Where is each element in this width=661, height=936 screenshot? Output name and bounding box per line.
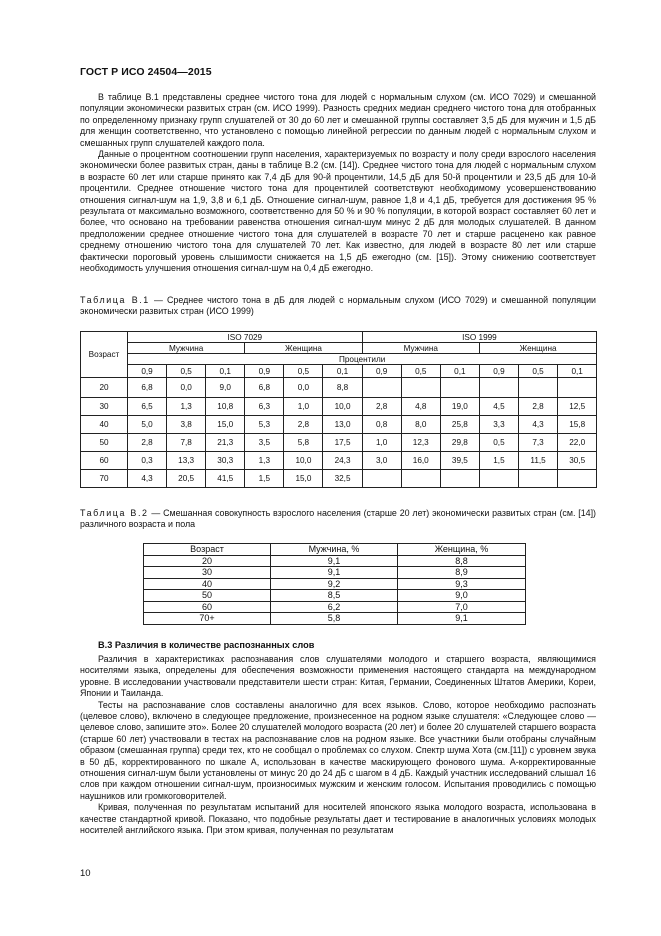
paragraph-b3-tests: Тесты на распознавание слов составлены аналогично для всех языков. Слово, которое необходимо распознать (целевое слово), включено в следующее предложение, произнесенное на родном языке слушателя: «Следующее слово — целевое слово, запишите это». Более 20 слушателей молодого возраста (20 лет) и более 20 слушателей старшего возраста (старше 60 лет) участвовали в тестах на распознавание слов на родном языке. Все участники были отобраны случайным образом (смешанная группа) среди тех, кто не сообщал о проблемах со слухом. Спектр шума Хота (см.[11]) с уровнем звука в 50 дБ, корректированного по шкале А, использован в качестве маскирующего фонового шума. А-корректированные отношения сигнал-шум были установлены от минус 20 до 24 дБ с шагом в 4 дБ. Каждый участник исследований слышал 16 слов при каждом отношении сигнал-шум, произносимых мужским и женским голосом. Испытания проводились с помощью наушников или громкоговорителей. [80,699,596,801]
table-b1-percentile: 0,5 [167,365,206,378]
table-row [81,398,597,416]
table-b2-cell: 9,2 [271,578,398,590]
table-b2-caption [80,508,596,531]
table-b1-percentile: 0,9 [245,365,284,378]
table-b1-value-cell [362,470,401,488]
table-b1-value-cell: 0,0 [167,378,206,398]
table-row [144,555,526,567]
table-b1-caption-label: Таблица В.1 [80,295,150,305]
table-b2-cell: 9,1 [398,613,526,625]
table-b1-value-cell: 15,0 [206,416,245,434]
table-b2-cell: 20 [144,555,271,567]
table-b1-value-cell: 1,0 [284,398,323,416]
table-b2-cell: 9,3 [398,578,526,590]
table-b1-age-cell: 40 [81,416,128,434]
table-b1-value-cell: 15,0 [284,470,323,488]
table-b1-value-cell: 7,3 [519,434,558,452]
table-b1-percentile: 0,5 [401,365,440,378]
table-b2-cell: 70+ [144,613,271,625]
table-b2-cell: 40 [144,578,271,590]
table-b1-percentile: 0,9 [362,365,401,378]
table-b1-value-cell: 5,0 [128,416,167,434]
table-b2-cell: 9,1 [271,555,398,567]
table-b1-value-cell: 6,5 [128,398,167,416]
table-b1-age-header: Возраст [81,332,128,378]
table-b1-value-cell: 0,3 [128,452,167,470]
table-b1-value-cell [519,378,558,398]
table-b1-age-cell: 20 [81,378,128,398]
table-b2-header-age: Возраст [144,544,271,556]
table-b1-value-cell [519,470,558,488]
table-b1-age-cell: 60 [81,452,128,470]
table-b1-value-cell: 5,8 [284,434,323,452]
table-b1-value-cell: 0,8 [362,416,401,434]
table-b1-value-cell [401,378,440,398]
table-b1-value-cell: 22,0 [558,434,597,452]
table-row [144,601,526,613]
table-b1-value-cell: 2,8 [128,434,167,452]
table-b1-value-cell: 6,8 [128,378,167,398]
table-b1-value-cell: 6,3 [245,398,284,416]
table-b1-value-cell: 10,0 [323,398,362,416]
table-b1-value-cell: 16,0 [401,452,440,470]
table-b1-value-cell [401,470,440,488]
table-b2-cell: 50 [144,590,271,602]
table-b1-value-cell: 5,3 [245,416,284,434]
table-b1-value-cell: 0,0 [284,378,323,398]
table-b1-value-cell: 4,3 [519,416,558,434]
table-row [144,613,526,625]
table-b1-percentile: 0,9 [128,365,167,378]
table-row [144,578,526,590]
table-row [144,567,526,579]
table-b2-cell: 9,0 [398,590,526,602]
table-b2-header-female: Женщина, % [398,544,526,556]
table-b1-value-cell: 4,8 [401,398,440,416]
table-b1 [80,331,597,488]
table-b1-percentile: 0,1 [206,365,245,378]
paragraph-b3-differences: Различия в характеристиках распознавания слов слушателями молодого и старшего возраста, являющимися носителями языка, определены для обеспечения возможности применения настоящего стандарта на международном уровне. В исследовании участвовали представители шести стран: Китая, Германии, Соединенных Штатов Америки, Кореи, Японии и Таиланда. [80,654,596,699]
table-b2-cell: 60 [144,601,271,613]
table-b1-value-cell [558,378,597,398]
table-b1-value-cell [440,470,479,488]
table-b1-value-cell: 17,5 [323,434,362,452]
table-row [81,470,597,488]
table-row [81,416,597,434]
table-b1-value-cell: 9,0 [206,378,245,398]
table-b1-value-cell: 24,3 [323,452,362,470]
table-b1-male-header: Мужчина [128,343,245,354]
table-b1-value-cell: 25,8 [440,416,479,434]
table-b1-value-cell: 3,5 [245,434,284,452]
table-b1-value-cell: 32,5 [323,470,362,488]
table-b1-value-cell: 2,8 [362,398,401,416]
table-b1-value-cell: 2,8 [519,398,558,416]
table-b1-percentile: 0,5 [284,365,323,378]
table-b1-value-cell: 29,8 [440,434,479,452]
table-b2-body [144,555,526,624]
table-b1-age-cell: 50 [81,434,128,452]
section-b3-text [80,654,596,837]
paragraph-population-data: Данные о процентном соотношении групп населения, характеризуемых по возрасту и полу среди взрослого населения экономически более развитых стран, даны в таблице В.2 (см. [14]). Среднее чистого тона для людей с нормальным слухом в возрасте 60 лет или старше принято как 7,4 дБ для 90-й процентили, 14,5 дБ для 50-й процентили и 23,5 дБ для 10-й процентили. Среднее отношение чистого тона для процентилей соответствуют необходимому усовершенствованию отношения сигнал-шум на 1,9, 3,8 и 6,1 дБ. Отношение сигнал-шум, равное 1,8 и 4,1 дБ, требуется для достижения 95 % результата от максимально возможного, соответственно для 50 % и 90 % популяции, в которой возраст составляет 60 лет и более, что основано на требовании равенства отношения сигнал-шум минус 2 дБ для молодых слушателей. В данном предположении среднее отношение чистого тона для слушателей в возрасте 70 лет и старше расценено как равное среднему отношению чистого тона для слушателей 70 лет. Как известно, для людей в возрасте 80 лет или старше фактически пороговый уровень слышимости снижается на 1,5 дБ ежегодно (см. [15]). Этому снижению соответствует необходимость улучшения отношения сигнал-шум на 0,4 дБ ежегодно. [80,149,596,274]
table-b2-header-male: Мужчина, % [271,544,398,556]
table-b1-value-cell: 6,8 [245,378,284,398]
table-b1-value-cell: 1,3 [167,398,206,416]
table-row [81,452,597,470]
table-b2-cell: 5,8 [271,613,398,625]
table-b1-iso1999-header: ISO 1999 [362,332,597,343]
table-b1-value-cell: 10,8 [206,398,245,416]
table-b1-value-cell: 19,0 [440,398,479,416]
table-b1-iso7029-header: ISO 7029 [128,332,363,343]
table-b1-value-cell: 7,8 [167,434,206,452]
table-b1-value-cell: 12,5 [558,398,597,416]
table-b1-caption-text: — Среднее чистого тона в дБ для людей с нормальным слухом (ИСО 7029) и смешанной популяции экономически развитых стран (ИСО 1999) [80,295,597,317]
table-b1-value-cell: 2,8 [284,416,323,434]
table-row [81,378,597,398]
table-b1-value-cell: 3,3 [479,416,518,434]
table-b1-percentile: 0,1 [440,365,479,378]
table-b1-percentile: 0,5 [519,365,558,378]
table-b2-cell: 8,9 [398,567,526,579]
paragraph-b3-curve: Кривая, полученная по результатам испытаний для носителей японского языка молодого возраста, использована в качестве стандартной кривой. Показано, что подобные результаты дает и тестирование в аналогичных условиях молодых носителей английского языка. При этом кривая, полученная по результатам [80,802,596,836]
table-b1-value-cell: 10,0 [284,452,323,470]
table-b2 [143,543,526,625]
table-b1-value-cell: 13,0 [323,416,362,434]
table-b1-value-cell: 30,3 [206,452,245,470]
table-b2-caption-label: Таблица В.2 [80,508,149,518]
table-b1-value-cell [440,378,479,398]
table-b1-value-cell: 30,5 [558,452,597,470]
table-b1-age-cell: 30 [81,398,128,416]
table-b1-value-cell [479,378,518,398]
table-b1-caption [80,295,596,318]
table-b1-value-cell: 39,5 [440,452,479,470]
table-b1-value-cell: 4,3 [128,470,167,488]
table-b1-value-cell [558,470,597,488]
table-b2-cell: 6,2 [271,601,398,613]
table-b1-value-cell: 1,3 [245,452,284,470]
table-b1-value-cell: 13,3 [167,452,206,470]
table-b1-value-cell: 3,0 [362,452,401,470]
table-b1-female-header: Женщина [479,343,596,354]
document-header: ГОСТ Р ИСО 24504—2015 [80,66,212,78]
table-b1-male-header: Мужчина [362,343,479,354]
table-b1-age-cell: 70 [81,470,128,488]
table-b1-value-cell: 12,3 [401,434,440,452]
table-b1-value-cell: 1,0 [362,434,401,452]
table-b1-value-cell: 21,3 [206,434,245,452]
table-b1-percentiles-header: Процентили [128,354,597,365]
table-b1-percentile: 0,1 [558,365,597,378]
table-b2-cell: 8,8 [398,555,526,567]
table-b1-value-cell [479,470,518,488]
table-b1-value-cell: 3,8 [167,416,206,434]
table-b1-value-cell: 4,5 [479,398,518,416]
table-b1-value-cell: 15,8 [558,416,597,434]
table-b1-value-cell: 1,5 [479,452,518,470]
table-b1-value-cell: 0,5 [479,434,518,452]
table-b1-body [81,378,597,488]
table-b1-value-cell: 20,5 [167,470,206,488]
section-b3-title: В.3 Различия в количестве распознанных слов [98,640,315,650]
table-b1-female-header: Женщина [245,343,362,354]
table-row [144,590,526,602]
table-row [81,434,597,452]
table-b1-value-cell [362,378,401,398]
table-b1-percentile: 0,9 [479,365,518,378]
table-b1-value-cell: 41,5 [206,470,245,488]
table-b2-caption-text: — Смешанная совокупность взрослого населения (старше 20 лет) экономически развитых стран (см. [14]) различного возраста и пола [80,508,596,530]
table-b2-cell: 8,5 [271,590,398,602]
paragraph-table-b1-intro: В таблице В.1 представлены среднее чистого тона для людей с нормальным слухом (см. ИСО 7029) и смешанной популяции экономически развитых стран (см. ИСО 1999). Разность средних медиан среднего чистого тона для отобранных по определенному признаку групп слушателей от 30 до 60 лет и смешанной группы составляет 3,5 дБ для мужчин и 1,5 дБ для женщин соответственно, что установлено с помощью линейной регрессии по данным людей с нормальным слухом и смешанных групп слушателей каждого пола. [80,92,596,148]
page-number: 10 [80,868,91,879]
table-b1-value-cell: 11,5 [519,452,558,470]
table-b2-cell: 30 [144,567,271,579]
intro-text [80,92,596,275]
table-b1-value-cell: 8,0 [401,416,440,434]
table-b1-value-cell: 8,8 [323,378,362,398]
table-b2-cell: 9,1 [271,567,398,579]
table-b1-value-cell: 1,5 [245,470,284,488]
table-b2-cell: 7,0 [398,601,526,613]
table-b1-percentile: 0,1 [323,365,362,378]
